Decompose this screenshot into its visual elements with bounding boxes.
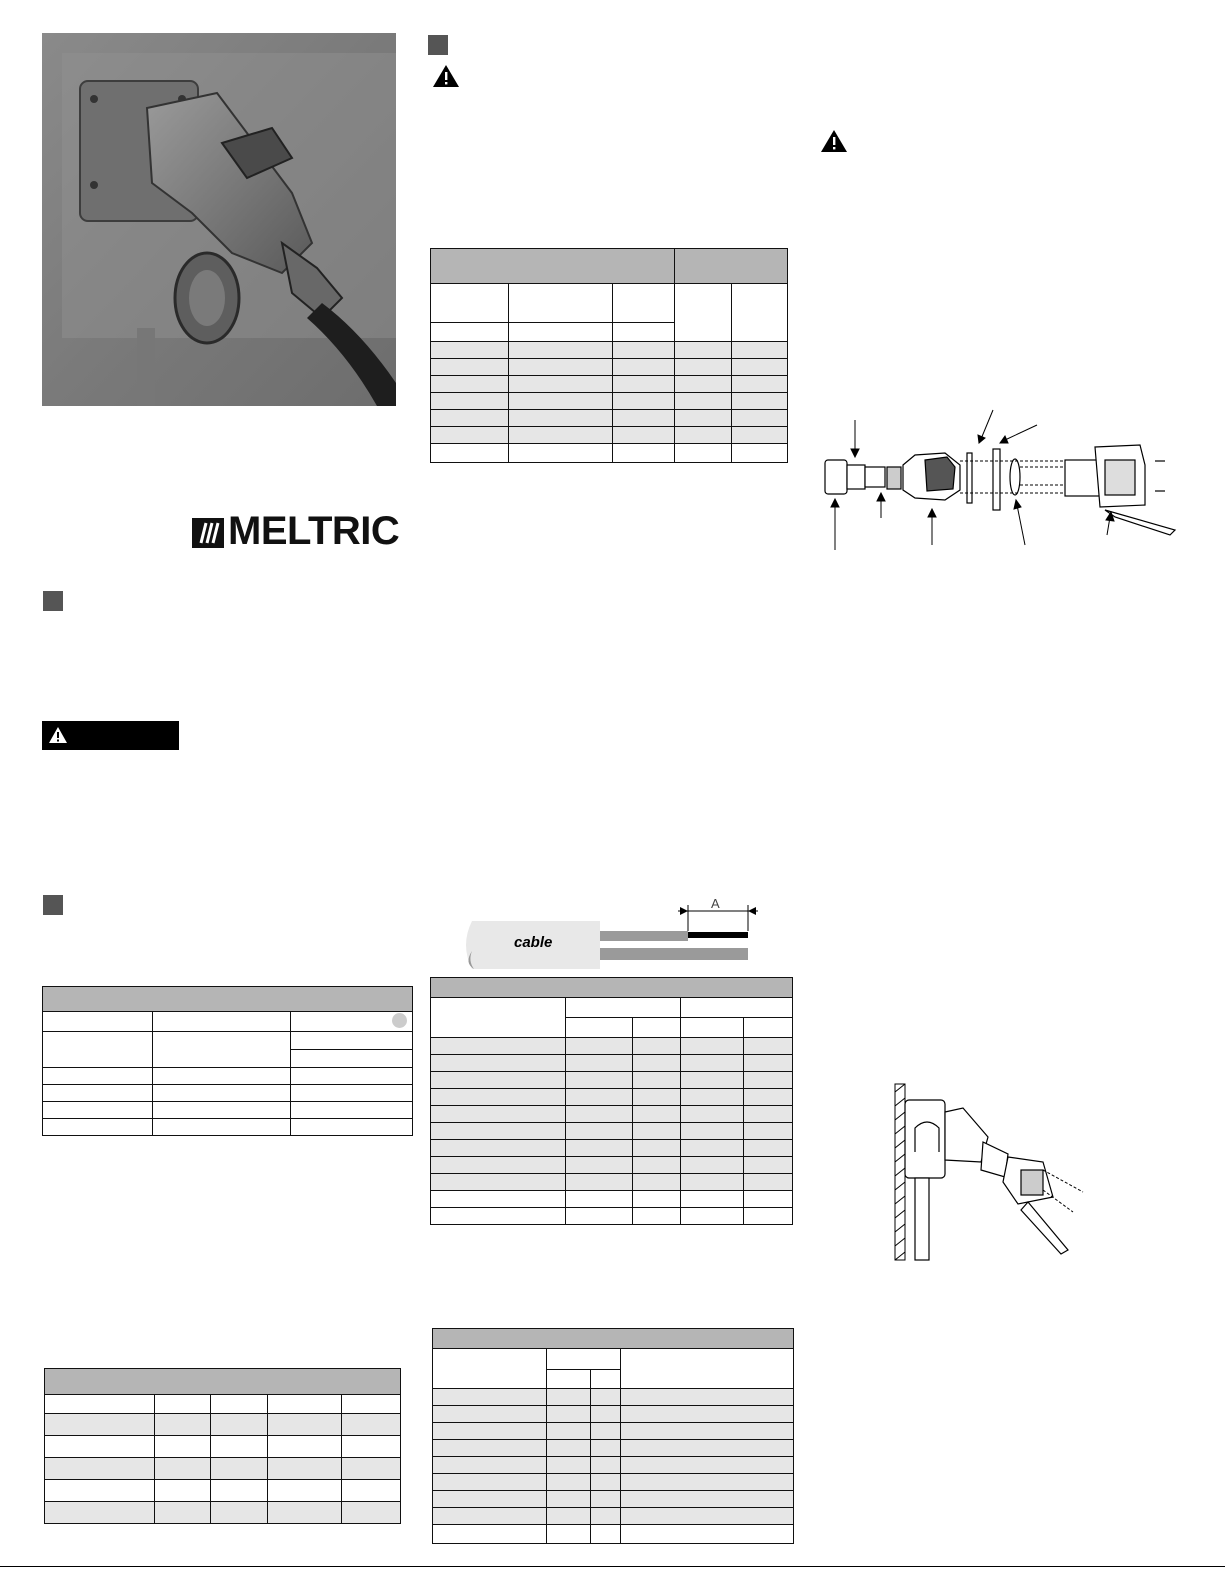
warning-triangle-icon [432,64,460,88]
rating-table [42,986,413,1136]
section-marker-icon [428,35,448,55]
cable-strip-diagram [460,893,770,973]
specs-table [44,1368,401,1524]
logo-mark-icon [192,518,224,548]
strip-length-table [430,977,793,1225]
warning-triangle-icon [820,129,848,153]
logo-wordmark: MELTRIC [228,509,400,553]
warning-triangle-icon [48,726,68,744]
meltric-logo [192,509,400,553]
wire-size-table [430,248,788,463]
circle-icon [392,1013,407,1028]
section-marker-icon [43,895,63,915]
dimension-label: A [711,896,720,911]
page-bottom-rule [0,1566,1225,1567]
wall-mount-diagram [893,1082,1093,1262]
exploded-assembly-diagram [815,405,1180,555]
torque-table [432,1328,794,1544]
product-photo [42,33,396,406]
section-marker-icon [43,591,63,611]
receptacle-photo [42,33,396,406]
cable-label: cable [514,934,553,951]
warning-banner [42,721,179,750]
